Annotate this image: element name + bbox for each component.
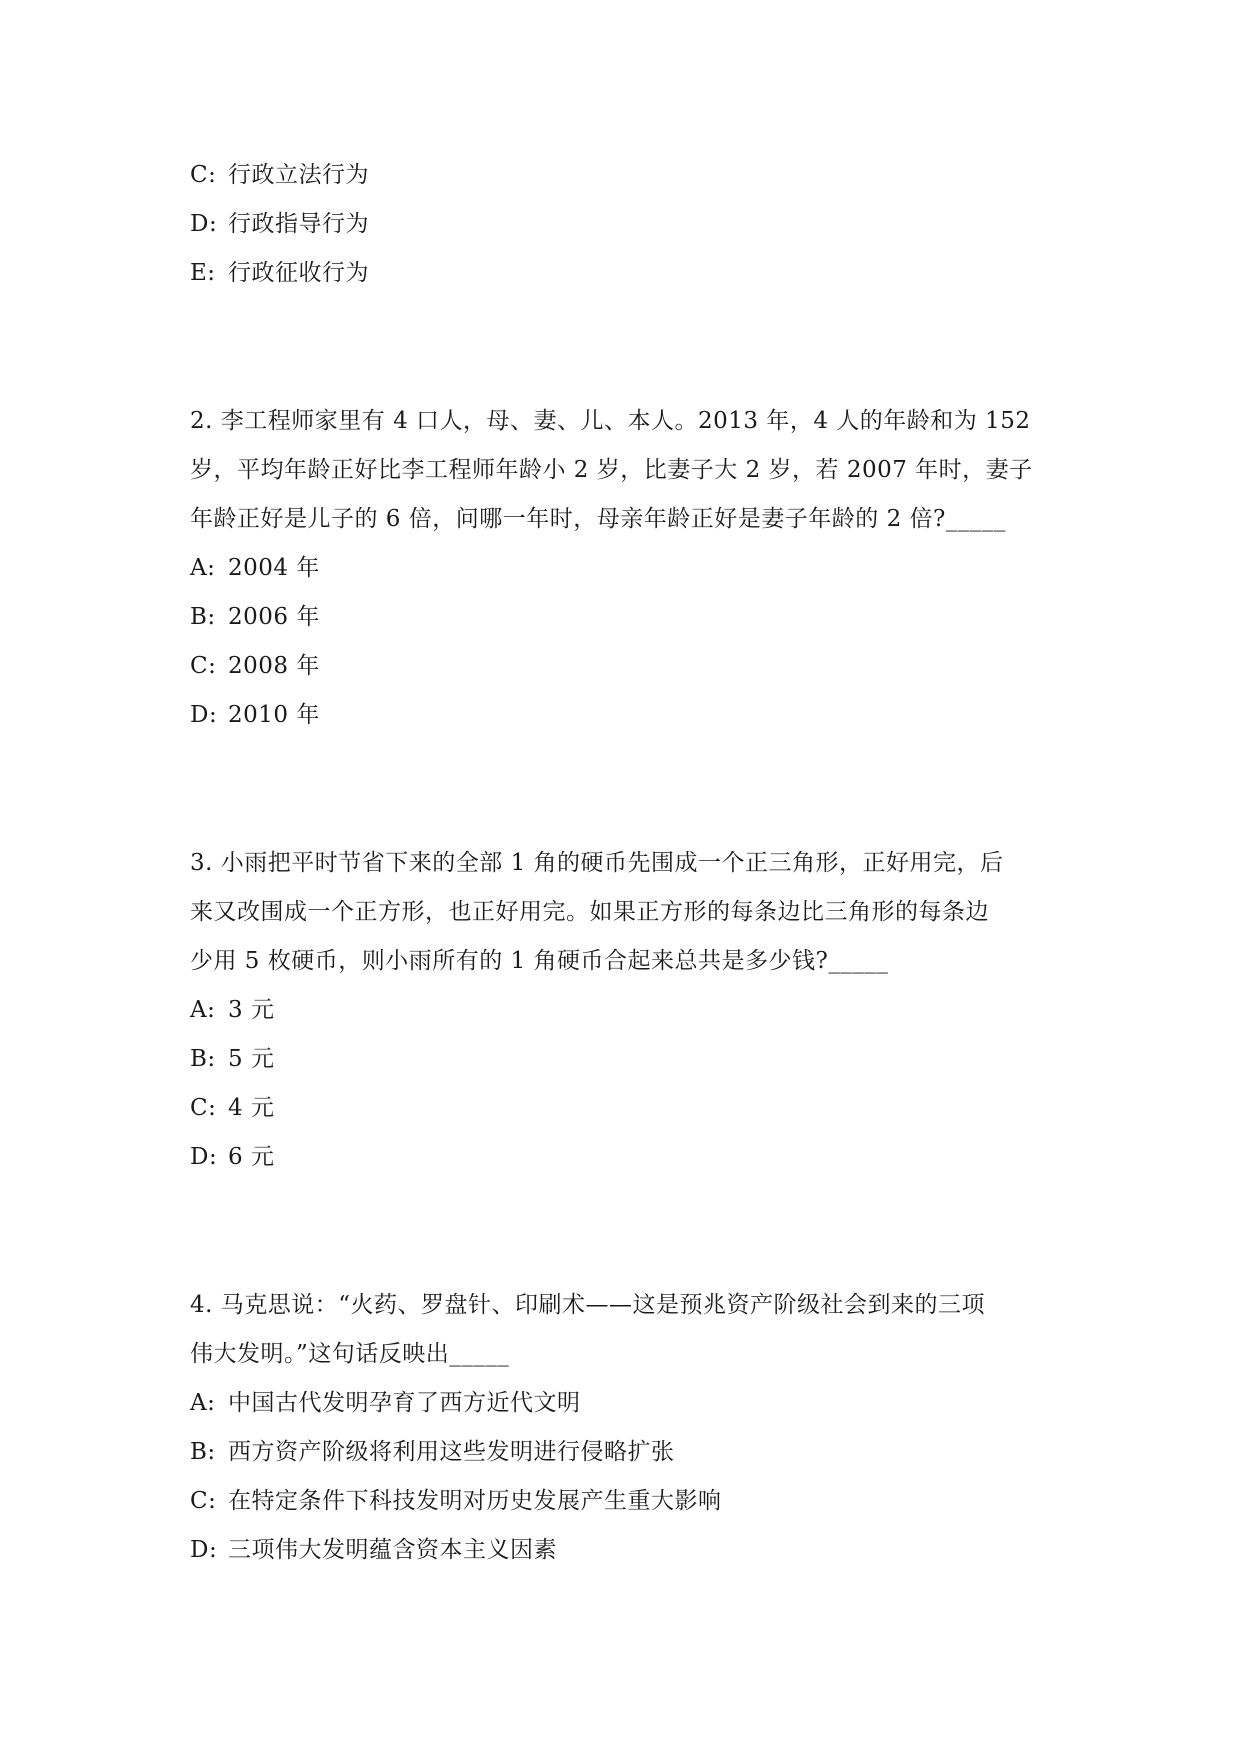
question-text-line: 来又改围成一个正方形，也正好用完。如果正方形的每条边比三角形的每条边 xyxy=(190,899,989,925)
question-3 xyxy=(190,839,1070,1182)
option-a: A: 2004 年 xyxy=(190,555,320,581)
option-d: D: 三项伟大发明蕴含资本主义因素 xyxy=(190,1537,557,1563)
carryover-options xyxy=(190,151,1070,298)
question-text-line: 岁，平均年龄正好比李工程师年龄小 2 岁，比妻子大 2 岁，若 2007 年时，妻子 xyxy=(190,457,1033,483)
option-d: D: 6 元 xyxy=(190,1144,275,1170)
option-e: E: 行政征收行为 xyxy=(190,260,369,286)
question-4 xyxy=(190,1281,1070,1575)
question-text-line: 少用 5 枚硬币，则小雨所有的 1 角硬币合起来总共是多少钱?_____ xyxy=(190,948,889,974)
option-b: B: 5 元 xyxy=(190,1046,275,1072)
question-text-line: 伟大发明。”这句话反映出_____ xyxy=(190,1341,510,1367)
question-text-line: 3. 小雨把平时节省下来的全部 1 角的硬币先围成一个正三角形，正好用完，后 xyxy=(190,850,1004,876)
option-b: B: 2006 年 xyxy=(190,604,320,630)
question-2 xyxy=(190,397,1070,740)
question-text-line: 4. 马克思说：“火药、罗盘针、印刷术——这是预兆资产阶级社会到来的三项 xyxy=(190,1292,986,1318)
option-a: A: 中国古代发明孕育了西方近代文明 xyxy=(190,1390,581,1416)
option-a: A: 3 元 xyxy=(190,997,275,1023)
option-c: C: 行政立法行为 xyxy=(190,162,369,188)
option-b: B: 西方资产阶级将利用这些发明进行侵略扩张 xyxy=(190,1439,675,1465)
option-c: C: 在特定条件下科技发明对历史发展产生重大影响 xyxy=(190,1488,722,1514)
question-text-line: 2. 李工程师家里有 4 口人，母、妻、儿、本人。2013 年，4 人的年龄和为 152 xyxy=(190,408,1031,434)
option-c: C: 4 元 xyxy=(190,1095,275,1121)
question-text-line: 年龄正好是儿子的 6 倍，问哪一年时，母亲年龄正好是妻子年龄的 2 倍?_____ xyxy=(190,506,1006,532)
option-c: C: 2008 年 xyxy=(190,653,320,679)
option-d: D: 2010 年 xyxy=(190,702,320,728)
option-d: D: 行政指导行为 xyxy=(190,211,369,237)
